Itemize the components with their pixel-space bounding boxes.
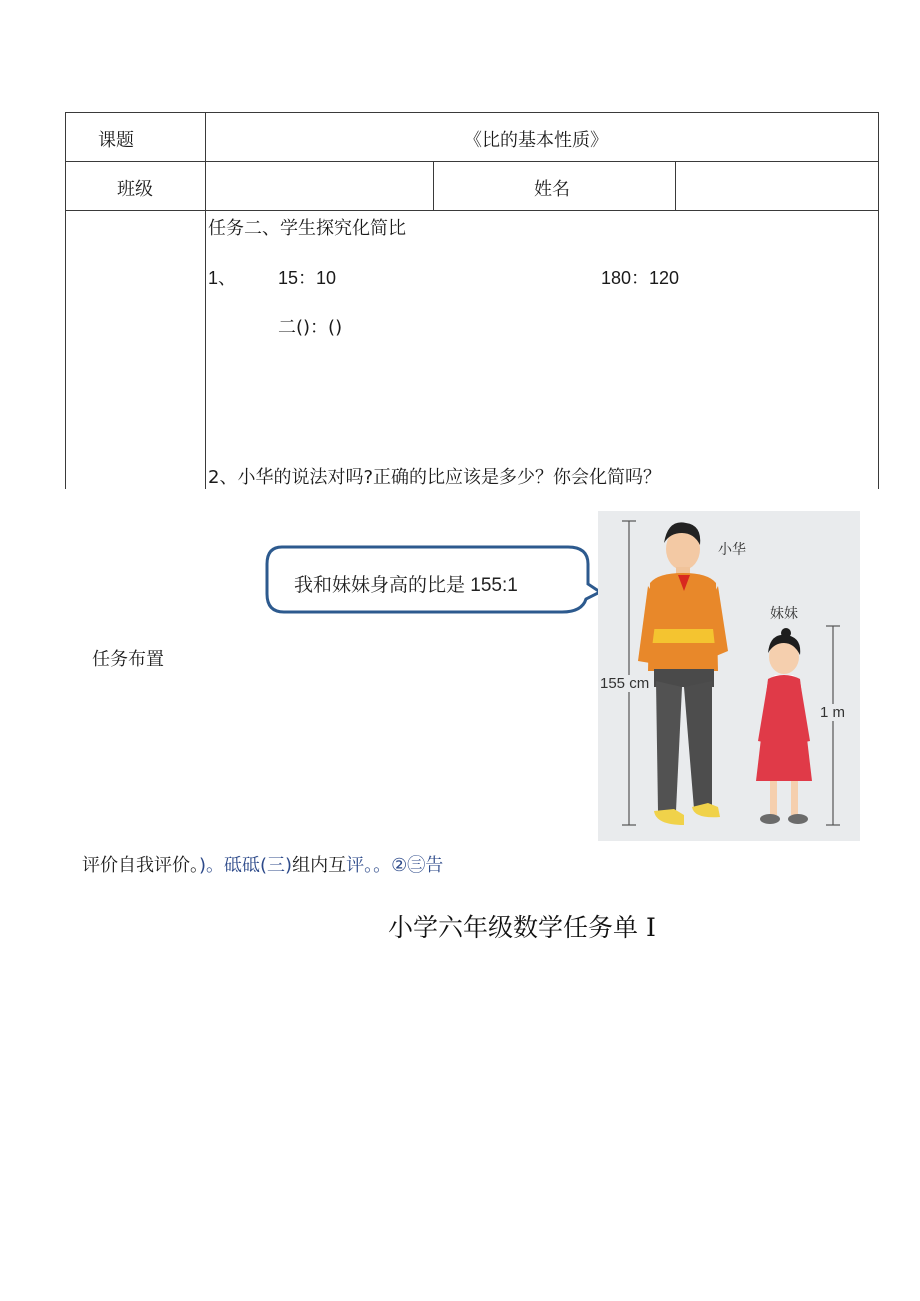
table-border-left — [65, 112, 66, 489]
boy-height-label: 155 cm — [600, 675, 650, 692]
question-2-text: 2、小华的说法对吗?正确的比应该是多少？你会化简吗？ — [208, 467, 662, 488]
task2-heading: 任务二、学生探究化简比 — [208, 218, 406, 239]
name-label: 姓名 — [534, 179, 570, 200]
evaluation-line — [82, 851, 443, 877]
topic-label: 课题 — [98, 130, 134, 151]
evaluation-text-2: )。砥砥(三) — [199, 855, 293, 876]
evaluation-text-1: 评价自我评价。 — [82, 855, 199, 876]
topic-value: 《比的基本性质》 — [464, 130, 608, 151]
table-column-divider — [205, 112, 206, 489]
table-border-right — [878, 112, 879, 489]
document-title: 小学六年级数学任务单 I — [388, 913, 656, 942]
table-row-divider — [65, 210, 879, 211]
bubble-text: 我和妹妹身高的比是 155:1 — [294, 575, 518, 596]
girl-height-label: 1 m — [820, 704, 846, 721]
class-label: 班级 — [117, 179, 153, 200]
table-border-top — [65, 112, 879, 113]
task-section-label: 任务布置 — [92, 649, 164, 670]
question-1-ratio-a: 15：10 — [278, 268, 337, 288]
evaluation-text-4: 评。。②㊂告 — [346, 855, 444, 876]
table-column-divider — [433, 161, 434, 210]
question-1-ratio-b: 180：120 — [601, 268, 680, 288]
height-illustration — [598, 511, 860, 841]
question-1-blank: 二()：() — [278, 317, 343, 338]
evaluation-text-3: 组内互 — [292, 855, 347, 876]
girl-label: 妹妹 — [770, 606, 798, 622]
table-row-divider — [65, 161, 879, 162]
boy-label: 小华 — [718, 542, 746, 558]
speech-bubble — [262, 544, 602, 616]
table-column-divider — [675, 161, 676, 210]
question-1-number: 1、 — [208, 268, 237, 288]
